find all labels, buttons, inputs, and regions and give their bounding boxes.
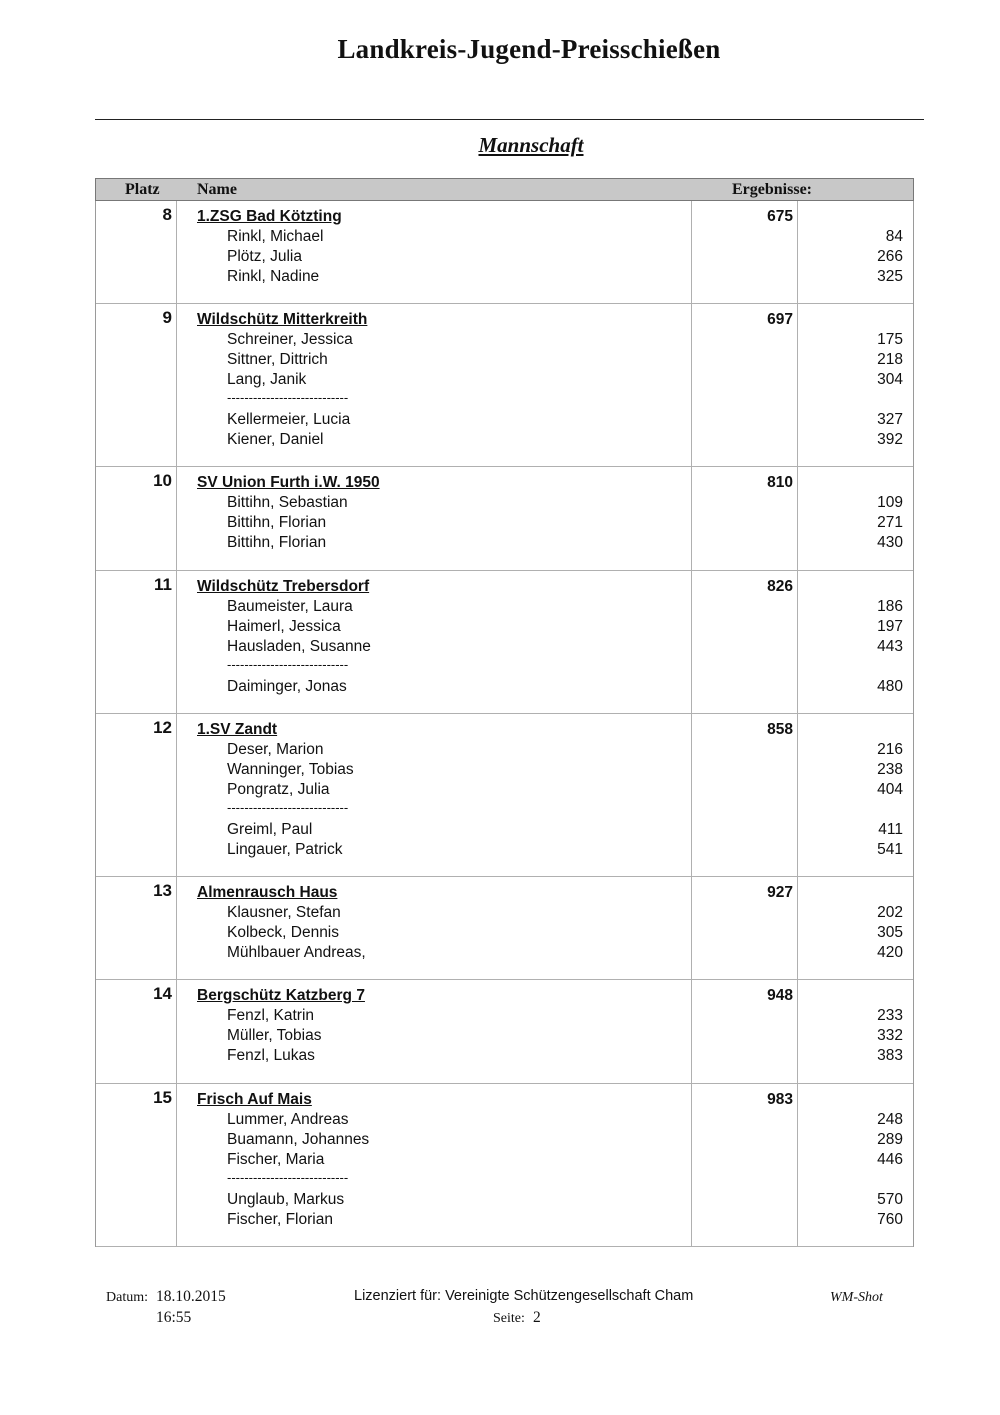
member-name: Bittihn, Florian [227,514,327,531]
member-name: Sittner, Dittrich [227,351,328,368]
member-name: Haimerl, Jessica [227,618,341,635]
member-name: Deser, Marion [227,741,324,758]
member-row [96,617,913,637]
member-name: Pongratz, Julia [227,781,330,798]
team-total: 948 [767,987,793,1004]
member-row [96,493,913,513]
member-score: 186 [877,598,903,615]
member-name: Hausladen, Susanne [227,638,371,655]
member-name: Wanninger, Tobias [227,761,354,778]
team-total: 675 [767,208,793,225]
member-row [96,1130,913,1150]
member-row [96,350,913,370]
team-total: 983 [767,1091,793,1108]
team-name: 1.ZSG Bad Kötzting [197,208,342,225]
member-name: Mühlbauer Andreas, [227,944,366,961]
team-total: 697 [767,311,793,328]
team-rank: 12 [153,718,172,737]
team-total: 826 [767,578,793,595]
reserve-separator-row [96,1170,913,1190]
reserve-separator-row [96,390,913,410]
member-row [96,760,913,780]
member-list [96,1006,913,1066]
footer-page-number: 2 [533,1309,541,1326]
member-score: 266 [877,248,903,265]
member-row [96,637,913,657]
team-block [96,980,913,1084]
member-row [96,410,913,430]
member-score: 218 [877,351,903,368]
member-row [96,677,913,697]
member-score: 248 [877,1111,903,1128]
member-score: 570 [877,1191,903,1208]
member-score: 332 [877,1027,903,1044]
page-title: Landkreis-Jugend-Preisschießen [337,34,721,64]
member-score: 480 [877,678,903,695]
member-name: Greiml, Paul [227,821,313,838]
member-score: 443 [877,638,903,655]
member-score: 541 [877,841,903,858]
team-rank: 10 [153,471,172,490]
footer-time: 16:55 [156,1309,192,1326]
title-rule [95,119,924,120]
member-name: Lang, Janik [227,371,307,388]
member-row [96,370,913,390]
member-row [96,1190,913,1210]
member-name: Fischer, Maria [227,1151,325,1168]
team-rank: 14 [153,984,172,1003]
table-header [95,178,914,201]
member-row [96,820,913,840]
member-name: Rinkl, Michael [227,228,324,245]
member-score: 383 [877,1047,903,1064]
member-list [96,1110,913,1230]
column-header-platz: Platz [125,181,160,198]
member-name: Baumeister, Laura [227,598,353,615]
reserve-separator-row [96,657,913,677]
team-rank: 9 [162,308,172,327]
reserve-separator: ---------------------------- [227,1170,349,1185]
member-row [96,1110,913,1130]
member-row [96,943,913,963]
team-name: Frisch Auf Mais [197,1091,312,1108]
member-list [96,493,913,553]
member-list [96,597,913,697]
team-block [96,1084,913,1247]
footer-date: 18.10.2015 [156,1288,226,1305]
member-score: 420 [877,944,903,961]
footer-date-label: Datum: [106,1290,148,1305]
team-name: Bergschütz Katzberg 7 [197,987,365,1004]
member-name: Lingauer, Patrick [227,841,343,858]
team-block [96,304,913,467]
team-name: Almenrausch Haus [197,884,338,901]
member-name: Klausner, Stefan [227,904,341,921]
member-name: Bittihn, Florian [227,534,327,551]
member-row [96,1006,913,1026]
reserve-separator: ---------------------------- [227,800,349,815]
member-row [96,780,913,800]
member-row [96,330,913,350]
team-rank: 8 [162,205,172,224]
member-name: Müller, Tobias [227,1027,322,1044]
team-name: Wildschütz Mitterkreith [197,311,368,328]
member-score: 175 [877,331,903,348]
member-list [96,330,913,450]
member-row [96,903,913,923]
member-score: 233 [877,1007,903,1024]
team-block [96,571,913,714]
team-rank: 13 [153,881,172,900]
member-row [96,740,913,760]
member-name: Kiener, Daniel [227,431,324,448]
member-name: Fischer, Florian [227,1211,333,1228]
column-header-ergebnisse: Ergebnisse: [732,181,812,198]
member-row [96,267,913,287]
team-name: 1.SV Zandt [197,721,278,738]
member-name: Daiminger, Jonas [227,678,347,695]
member-name: Buamann, Johannes [227,1131,370,1148]
member-score: 760 [877,1211,903,1228]
team-block [96,877,913,980]
column-header-name: Name [197,181,237,198]
member-list [96,740,913,860]
member-row [96,1150,913,1170]
section-subtitle: Mannschaft [478,133,584,157]
member-name: Schreiner, Jessica [227,331,353,348]
member-name: Kolbeck, Dennis [227,924,340,941]
member-row [96,533,913,553]
team-name: Wildschütz Trebersdorf [197,578,370,595]
footer-page-label: Seite: [493,1311,525,1326]
member-name: Lummer, Andreas [227,1111,349,1128]
team-rank: 15 [153,1088,172,1107]
member-row [96,513,913,533]
footer-license: Lizenziert für: Vereinigte Schützengesellschaft Cham [354,1288,694,1304]
reserve-separator-row [96,800,913,820]
results-table [95,178,914,1247]
member-score: 271 [877,514,903,531]
member-score: 216 [877,741,903,758]
member-score: 392 [877,431,903,448]
member-name: Fenzl, Katrin [227,1007,315,1024]
member-score: 404 [877,781,903,798]
member-row [96,1210,913,1230]
member-row [96,1026,913,1046]
member-score: 446 [877,1151,903,1168]
member-name: Plötz, Julia [227,248,302,265]
team-block [96,201,913,304]
team-rank: 11 [154,575,172,594]
team-name: SV Union Furth i.W. 1950 [197,474,380,491]
member-score: 327 [877,411,903,428]
member-row [96,430,913,450]
reserve-separator: ---------------------------- [227,390,349,405]
member-score: 238 [877,761,903,778]
footer-brand: WM-Shot [830,1290,883,1305]
team-total: 858 [767,721,793,738]
member-row [96,597,913,617]
member-list [96,227,913,287]
member-name: Unglaub, Markus [227,1191,345,1208]
team-block [96,467,913,571]
member-score: 202 [877,904,903,921]
member-score: 289 [877,1131,903,1148]
member-row [96,227,913,247]
member-score: 411 [878,821,903,838]
member-score: 430 [877,534,903,551]
team-block [96,714,913,877]
member-row [96,1046,913,1066]
member-score: 109 [877,494,903,511]
member-score: 84 [885,228,903,245]
member-list [96,903,913,963]
member-row [96,923,913,943]
member-score: 197 [877,618,903,635]
team-total: 810 [767,474,793,491]
team-total: 927 [767,884,793,901]
member-score: 305 [877,924,903,941]
member-name: Fenzl, Lukas [227,1047,315,1064]
member-score: 304 [877,371,903,388]
member-row [96,840,913,860]
member-name: Rinkl, Nadine [227,268,320,285]
member-name: Kellermeier, Lucia [227,411,351,428]
member-name: Bittihn, Sebastian [227,494,348,511]
reserve-separator: ---------------------------- [227,657,349,672]
member-score: 325 [877,268,903,285]
member-row [96,247,913,267]
